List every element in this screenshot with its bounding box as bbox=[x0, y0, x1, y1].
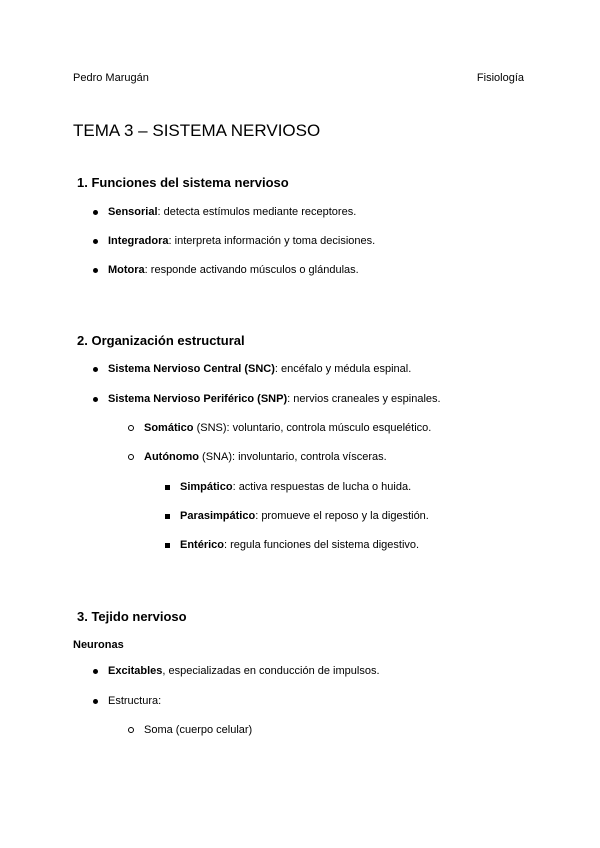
header-author: Pedro Marugán bbox=[73, 72, 149, 84]
description: , especializadas en conducción de impulsos. bbox=[162, 665, 380, 677]
bullet-square-icon bbox=[160, 538, 174, 552]
bullet-dot-icon bbox=[88, 392, 102, 406]
description: : encéfalo y médula espinal. bbox=[274, 363, 412, 375]
description: : promueve el reposo y la digestión. bbox=[255, 510, 429, 522]
bullet-dot-icon bbox=[88, 234, 102, 248]
bullet-circle-icon bbox=[124, 450, 138, 464]
description: (SNA): involuntario, controla vísceras. bbox=[198, 451, 387, 463]
bullet-circle-icon bbox=[124, 723, 138, 737]
description: : activa respuestas de lucha o huida. bbox=[232, 481, 412, 493]
description: : detecta estímulos mediante receptores. bbox=[157, 206, 357, 218]
list-item-estructura bbox=[108, 694, 161, 708]
term: Sistema Nervioso Central (SNC) bbox=[108, 363, 275, 375]
term: Sensorial bbox=[108, 206, 158, 218]
bullet-dot-icon bbox=[88, 205, 102, 219]
section-1-heading: 1. Funciones del sistema nervioso bbox=[77, 175, 289, 190]
description: Soma (cuerpo celular) bbox=[144, 724, 253, 736]
description: (SNS): voluntario, controla músculo esquelético. bbox=[193, 422, 432, 434]
header-subject: Fisiología bbox=[476, 72, 524, 84]
term: Integradora bbox=[108, 235, 169, 247]
term: Excitables bbox=[108, 665, 163, 677]
term: Sistema Nervioso Periférico (SNP) bbox=[108, 393, 288, 405]
description: Estructura: bbox=[108, 695, 162, 707]
section-3-heading: 3. Tejido nervioso bbox=[77, 609, 187, 624]
list-item-integradora bbox=[108, 234, 375, 248]
list-item-parasimpatico bbox=[180, 509, 429, 523]
description: : interpreta información y toma decisiones. bbox=[168, 235, 376, 247]
description: : regula funciones del sistema digestivo. bbox=[224, 539, 420, 551]
page-title: TEMA 3 – SISTEMA NERVIOSO bbox=[73, 121, 321, 140]
list-item-sensorial bbox=[108, 205, 356, 219]
list-item-somatico bbox=[144, 421, 431, 435]
list-item-snc bbox=[108, 362, 411, 376]
description: : responde activando músculos o glándulas. bbox=[144, 264, 359, 276]
subheading-neuronas: Neuronas bbox=[73, 639, 124, 651]
term: Autónomo bbox=[144, 451, 199, 463]
list-item-simpatico bbox=[180, 480, 411, 494]
bullet-dot-icon bbox=[88, 694, 102, 708]
list-item-autonomo bbox=[144, 450, 387, 464]
term: Somático bbox=[144, 422, 194, 434]
bullet-square-icon bbox=[160, 480, 174, 494]
description: : nervios craneales y espinales. bbox=[287, 393, 441, 405]
list-item-motora bbox=[108, 263, 359, 277]
bullet-dot-icon bbox=[88, 664, 102, 678]
bullet-dot-icon bbox=[88, 362, 102, 376]
section-2-heading: 2. Organización estructural bbox=[77, 333, 245, 348]
term: Motora bbox=[108, 264, 145, 276]
bullet-square-icon bbox=[160, 509, 174, 523]
list-item-soma bbox=[144, 723, 252, 737]
list-item-excitables bbox=[108, 664, 380, 678]
term: Entérico bbox=[180, 539, 225, 551]
term: Parasimpático bbox=[180, 510, 256, 522]
term: Simpático bbox=[180, 481, 233, 493]
bullet-dot-icon bbox=[88, 263, 102, 277]
bullet-circle-icon bbox=[124, 421, 138, 435]
list-item-enterico bbox=[180, 538, 419, 552]
list-item-snp bbox=[108, 392, 441, 406]
